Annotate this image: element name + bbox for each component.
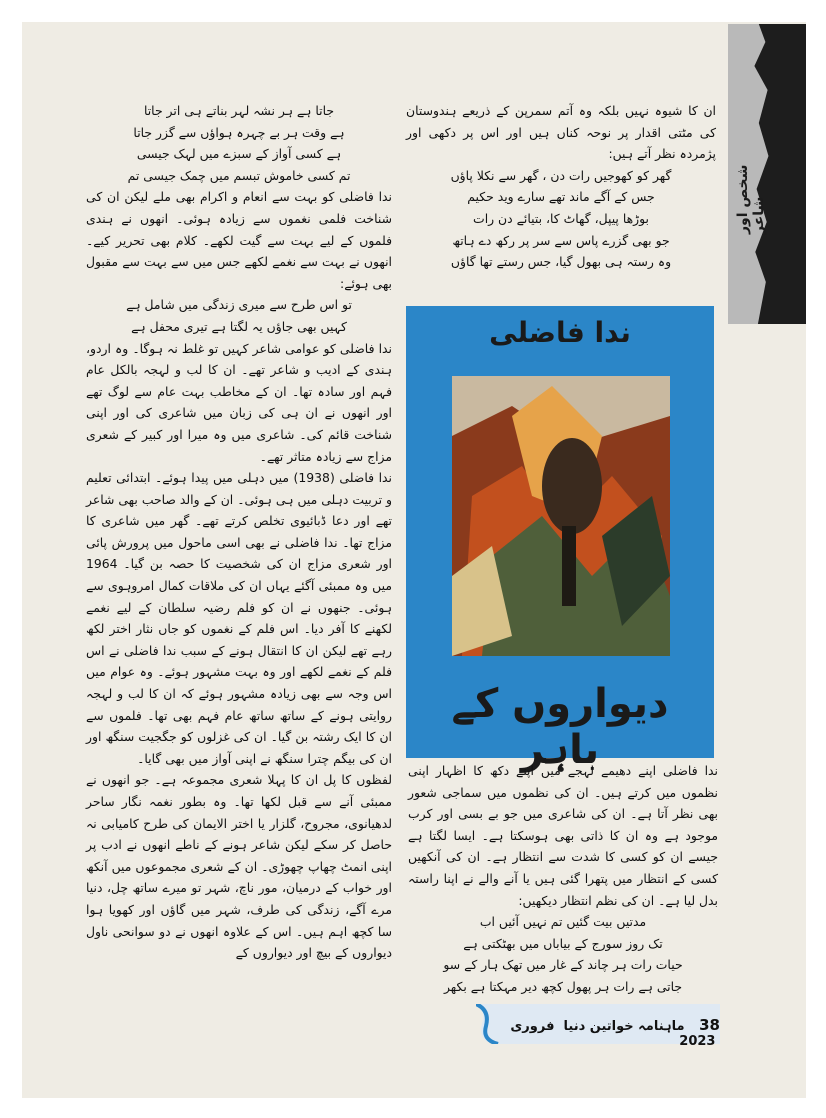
poem-line: حیات رات ہر چاند کے غار میں تھک ہار کے سو xyxy=(443,957,683,973)
section-tab xyxy=(728,24,806,324)
issue-month: فروری xyxy=(510,1019,555,1034)
poem-line: جاتی ہے رات ہر پھول کچھ دیر مہکتا ہے بکھر xyxy=(443,978,683,994)
book-cover-image xyxy=(406,306,714,773)
section-label: شخص اور شاعر xyxy=(735,164,767,234)
paragraph: لفظوں کا پل ان کا پہلا شعری مجموعہ ہے۔ جو انھوں نے ممبئی آنے سے قبل لکھا تھا۔ وہ بطور نغمہ نگار ساحر لدھیانوی، مجروح، گلزار یا اختر الایمان کی طرح کامیابی نہ حاصل کر سکے لیکن شاعر ہونے کے ناطے انھوں نے ادب پر اپنی انمٹ چھاپ چھوڑی۔ ان کے شعری مجموعوں میں آنکھ اور خواب کے درمیان، مور ناچ، شہر تو میرے ساتھ چل، دنیا مرے آگے، زندگی کی طرف، شہر میں گاؤں اور کھویا ہوا سا کچھ اہم ہیں۔ اس کے علاوہ انھوں نے دو سوانحی ناول دیواروں کے بیچ اور دیواروں کے xyxy=(86,772,392,961)
poem-line: تک روز سورج کے بیاباں میں بھٹکتی ہے xyxy=(463,935,663,951)
page-footer xyxy=(476,1004,720,1049)
poem-line: گھر کو کھوجیں رات دن ، گھر سے نکلا پاؤں xyxy=(450,167,672,183)
right-column-top xyxy=(406,100,716,273)
paragraph: ندا فاضلی کو بہت سے انعام و اکرام بھی ملے لیکن ان کی شناخت فلمی نغموں سے زیادہ ہوئی۔ انھوں نے ہندی فلموں کے لیے بہت سے گیت لکھے۔ کلام بھی تحریر کیے۔ انھوں نے بہت سے نغمے لکھے جس میں سے بہت سے مقبول بھی ہوئے: xyxy=(86,189,392,291)
cover-painting xyxy=(452,376,670,656)
poem-line: تم کسی خاموش تبسم میں چمک جیسی تم xyxy=(127,167,351,183)
poem-line: بوڑھا پیپل، گھاٹ کا، بتیائے دن رات xyxy=(473,210,649,226)
poem-line: جس کے آگے ماند تھے سارے وید حکیم xyxy=(467,189,655,205)
intro-paragraph: ان کا شیوہ نہیں بلکہ وہ آتم سمرپن کے ذریعے ہندوستان کی مٹتی اقدار پر نوحہ کناں ہیں اور اس پر دکھی اور پژمردہ نظر آتے ہیں: xyxy=(406,103,716,162)
poem-line: وہ رستہ ہی بھول گیا، جس رستے تھا گاؤں xyxy=(450,254,672,270)
poem-line: ہے کسی آواز کے سبزے میں لہک جیسی xyxy=(136,146,342,162)
poem-line: مدتیں بیت گئیں تم نہیں آئیں اب xyxy=(479,914,647,930)
left-column xyxy=(86,100,392,964)
poem-line: جاتا ہے ہر نشہ لہر بناتے ہی اتر جاتا xyxy=(143,103,335,118)
paragraph: ندا فاضلی کو عوامی شاعر کہیں تو غلط نہ ہوگا۔ وہ اردو، ہندی کے ادیب و شاعر تھے۔ ان کا لب و لہجہ بالکل عام فہم اور سادہ تھا۔ ان کے مخاطب بہت عام سے لوگ تھے اور انھوں نے ان ہی کی زبان میں شاعری کی اور اپنی شناخت قائم کی۔ شاعری میں وہ میرا اور کبیر کے شعری مزاج سے زیادہ متاثر تھے۔ xyxy=(86,340,392,464)
couplet-line: تو اس طرح سے میری زندگی میں شامل ہے xyxy=(126,297,352,313)
poem-line: ہے وقت ہر بے چہرہ ہواؤں سے گزر جاتا xyxy=(133,124,345,140)
couplet-line: کہیں بھی جاؤں یہ لگتا ہے تیری محفل ہے xyxy=(131,318,347,334)
issue-year: 2023 xyxy=(679,1034,716,1049)
magazine-name: ماہنامہ خواتین دنیا xyxy=(563,1019,685,1034)
footer-text xyxy=(476,1016,720,1049)
right-column-bottom xyxy=(408,760,718,998)
page-number: 38 xyxy=(699,1016,720,1034)
book-title: دیواروں کے باہر xyxy=(451,681,669,773)
paragraph: ندا فاضلی اپنے دھیمے لہجے میں اپنے دکھ کا اظہار اپنی نظموں میں کرتے ہیں۔ ان کی نظموں میں سماجی شعور بھی نظر آتا ہے۔ ان کی شاعری میں جو بے بسی اور کرب موجود ہے وہ ان کا ذاتی بھی ہوسکتا ہے۔ ایسا لگتا ہے جیسے ان کو کسی کا شدت سے انتظار ہے۔ ان کی آنکھیں کسی کے انتظار میں پتھرا گئی ہیں یا آنے والے نے اپنا راستہ بدل لیا ہے۔ ان کی نظم انتظار دیکھیں: xyxy=(408,763,718,908)
paragraph: ندا فاضلی (1938) میں دہلی میں پیدا ہوئے۔ ابتدائی تعلیم و تربیت دہلی میں ہی ہوئی۔ ان کے والد صاحب بھی شاعر تھے اور دعا ڈبائیوی تخلص کرتے تھے۔ گھر میں شاعری کا مزاج تھا۔ ندا فاضلی نے بھی اسی ماحول میں پرورش پائی اور شعری مزاج ان کی شخصیت کا حصہ بن گیا۔ 1964 میں وہ ممبئی آگئے یہاں ان کی ملاقات کمال امروہوی سے ہوئی۔ جنھوں نے ان کو فلم رضیہ سلطان کے لیے نغمے لکھنے کا آفر دیا۔ اس فلم کے نغموں کو جاں نثار اختر لکھ رہے تھے لیکن ان کا انتقال ہونے کے سبب ندا فاضلی نے اس فلم کے نغمے لکھے اور وہ بہت مشہور ہوئے۔ وہ عوام میں اس وجہ سے بھی زیادہ مشہور ہوئے کہ ان کا لب و لہجہ روایتی ہونے کے ساتھ ساتھ عام فہم بھی تھا۔ فلموں سے ان کا ایک رشتہ بن گیا۔ ان کی غزلوں کو جگجیت سنگھ اور ان کی بیگم چترا سنگھ نے اپنی آواز میں بھی گایا۔ xyxy=(86,470,393,766)
book-author: ندا فاضلی xyxy=(489,316,631,349)
poem-line: جو بھی گزرے پاس سے سر پر رکھ دے ہاتھ xyxy=(452,232,670,248)
